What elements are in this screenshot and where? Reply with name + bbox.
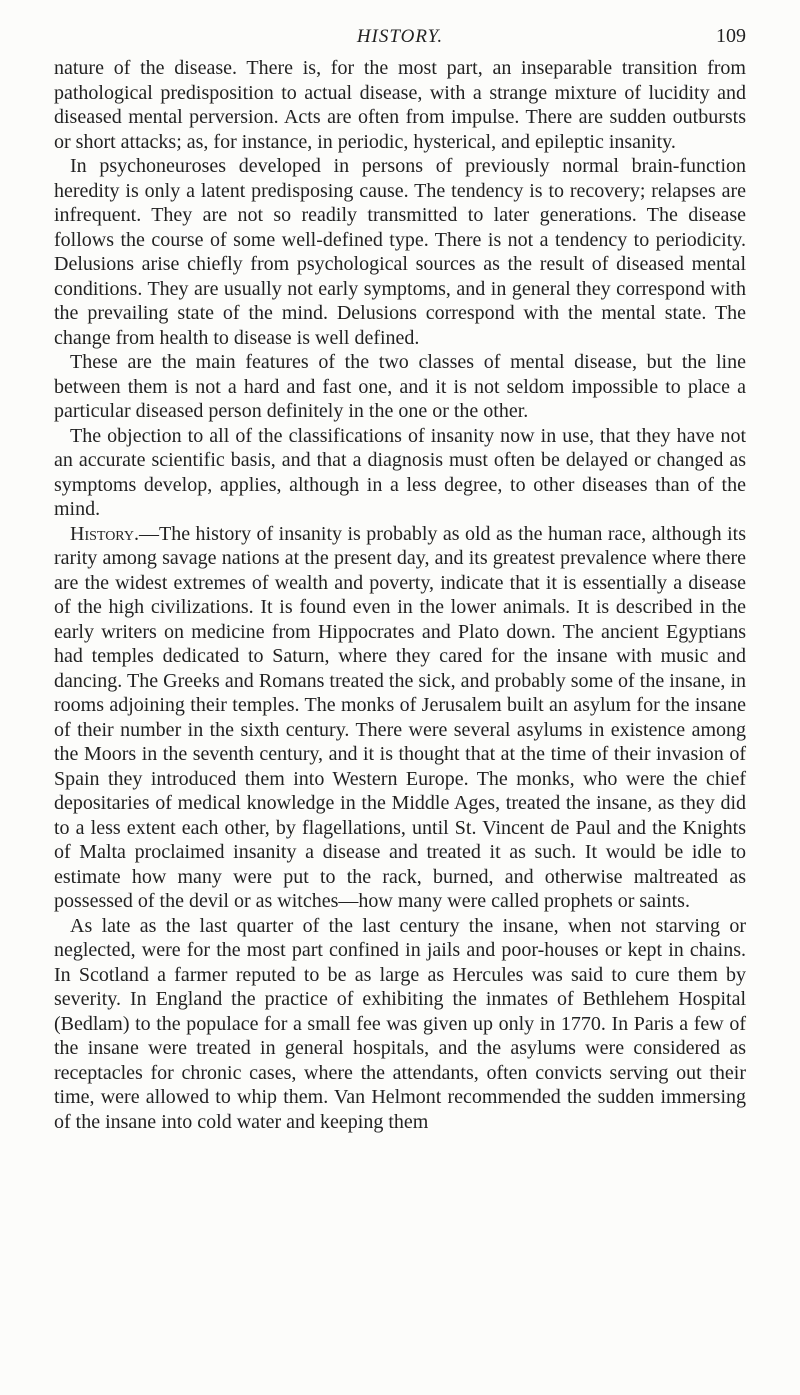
history-heading: History.: [70, 522, 139, 545]
paragraph-psychoneuroses: In psychoneuroses developed in persons of previously normal brain-function heredity is only a latent predisposing cause. The tendency is to recovery; relapses are infrequent. They are not so readily transmitted to later generations. The disease follows the course of some well-defined type. There is not a tendency to periodicity. Delusions arise chiefly from psychological sources as the result of diseased mental conditions. They are usually not early symptoms, and in general they correspond with the prevailing state of the mind. Delusions correspond with the mental state. The change from health to disease is well defined.: [54, 155, 746, 349]
page-number: 109: [716, 25, 746, 47]
paragraph-history: [54, 522, 746, 914]
paragraph-continuation: nature of the disease. There is, for the most part, an inseparable transition from pathological predisposition to actual disease, with a strange mixture of lucidity and diseased mental perversion. Acts are often from impulse. There are sudden outbursts or short attacks; as, for instance, in periodic, hysterical, and epileptic insanity.: [54, 57, 746, 153]
paragraph-objection: The objection to all of the classifications of insanity now in use, that they have not an accurate scientific basis, and that a diagnosis must often be delayed or changed as symptoms develop, applies, although in a less degree, to other diseases than of the mind.: [54, 424, 746, 520]
paragraph-last-quarter: As late as the last quarter of the last century the insane, when not starving or neglected, were for the most part confined in jails and poor-houses or kept in chains. In Scotland a farmer reputed to be as large as Hercules was said to cure them by severity. In England the practice of exhibiting the inmates of Bethlehem Hospital (Bedlam) to the populace for a small fee was given up only in 1770. In Paris a few of the insane were treated in general hospitals, and the asylums were considered as receptacles for chronic cases, where the attendants, often convicts serving out their time, were allowed to whip them. Van Helmont recommended the sudden immersing of the insane into cold water and keeping them: [54, 914, 746, 1133]
running-header: [54, 0, 746, 50]
page-body: [54, 56, 746, 1134]
book-page: [54, 0, 746, 1395]
history-text: The history of insanity is probably as old as the human race, although its rarity among savage nations at the present day, and its greatest prevalence where there are the widest extremes of wealth and poverty, indicate that it is essentially a disease of the high civilizations. It is found even in the lower animals. It is described in the early writers on medicine from Hippocrates and Plato down. The ancient Egyptians had temples dedicated to Saturn, where they cared for the insane with music and dancing. The Greeks and Romans treated the sick, and probably some of the insane, in rooms adjoining their temples. The monks of Jerusalem built an asylum for the insane of their number in the sixth century. There were several asylums in existence among the Moors in the seventh century, and it is thought that at the time of their invasion of Spain they introduced them into Western Europe. The monks, who were the chief depositaries of medical knowledge in the Middle Ages, treated the insane, as they did to a less extent each other, by flagellations, until St. Vincent de Paul and the Knights of Malta proclaimed insanity a disease and treated it as such. It would be idle to estimate how many were put to the rack, burned, and otherwise maltreated as possessed of the devil or as witches—how many were called prophets or saints.: [54, 522, 746, 912]
history-dash: —: [138, 522, 159, 545]
paragraph-main-features: These are the main features of the two classes of mental disease, but the line between them is not a hard and fast one, and it is not seldom impossible to place a particular diseased person definitely in the one or the other.: [54, 351, 746, 422]
running-title: HISTORY.: [356, 26, 444, 47]
